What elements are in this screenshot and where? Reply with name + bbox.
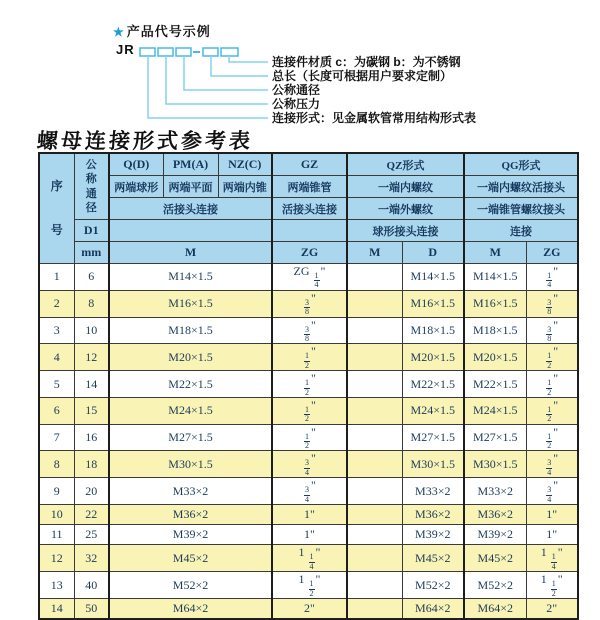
cell-seq: 1	[39, 264, 74, 291]
cell-seq: 4	[39, 344, 74, 371]
code-label-conn-form: 连接形式：见金属软管常用结构形式表	[272, 111, 477, 125]
fraction: $\frac{1}{2}$	[305, 431, 310, 451]
fraction: $\frac{1}{2}$	[305, 351, 310, 370]
cell-seq: 7	[39, 424, 74, 451]
header-blank-gz	[272, 220, 347, 242]
cell-qz-m	[347, 397, 402, 424]
cell-dn-mm: 25	[74, 525, 109, 545]
fraction: $\frac{1}{2}$	[551, 579, 556, 598]
table-row	[39, 525, 578, 545]
cell-qz-d: M27×1.5	[402, 424, 464, 451]
cell-seq: 10	[39, 505, 74, 525]
fraction: $\frac{1}{2}$	[309, 579, 314, 598]
code-label-material: 连接件材质 c：为碳钢 b：为不锈钢	[272, 55, 461, 69]
cell-qz-m	[347, 371, 402, 398]
cell-qz-m	[347, 572, 402, 599]
cell-qg-zg: $\frac{3}{8}$ "	[526, 290, 578, 317]
cell-gz-zg: 1"	[272, 525, 347, 545]
code-label-pressure: 公称压力	[272, 97, 321, 111]
cell-gz-zg: 1 $\frac{1}{2}$ "	[272, 572, 347, 599]
cell-m-thread: M16×1.5	[109, 290, 272, 317]
table-row	[39, 451, 578, 478]
cell-qz-m	[347, 598, 402, 619]
cell-m-thread: M20×1.5	[109, 344, 272, 371]
header-col-qz-m: M	[347, 242, 402, 264]
cell-qg-zg: 1 $\frac{1}{2}$ "	[526, 572, 578, 599]
fraction: $\frac{3}{4}$	[305, 458, 310, 477]
star-icon: ★	[113, 25, 125, 39]
table-row	[39, 505, 578, 525]
cell-dn-mm: 10	[74, 317, 109, 344]
cell-m-thread: M14×1.5	[109, 264, 272, 291]
cell-qg-m: M52×2	[464, 572, 526, 599]
cell-qz-m	[347, 478, 402, 505]
cell-gz-zg: $\frac{3}{8}$ "	[272, 290, 347, 317]
table-row	[39, 545, 578, 572]
code-box	[140, 48, 155, 56]
table-row	[39, 317, 578, 344]
header-qz-connection: 球形接头连接	[347, 220, 464, 242]
cell-qg-m: M24×1.5	[464, 397, 526, 424]
header-unit-mm: mm	[74, 242, 109, 264]
fraction: $\frac{3}{4}$	[305, 485, 310, 504]
cell-qz-m	[347, 451, 402, 478]
cell-qg-m: M16×1.5	[464, 290, 526, 317]
cell-gz-zg: $\frac{1}{2}$ "	[272, 397, 347, 424]
header-col-qz-d: D	[402, 242, 464, 264]
fraction: $\frac{1}{2}$	[547, 431, 552, 451]
nut-connection-table	[38, 152, 579, 620]
cell-qg-m: M33×2	[464, 478, 526, 505]
cell-m-thread: M18×1.5	[109, 317, 272, 344]
cell-qz-m	[347, 264, 402, 291]
cell-qg-m: M22×1.5	[464, 371, 526, 398]
cell-m-thread: M36×2	[109, 505, 272, 525]
diagram-title-text: 产品代号示例	[126, 24, 211, 39]
cell-dn-mm: 6	[74, 264, 109, 291]
header-qg-desc2: 一端锥管螺纹接头	[464, 198, 578, 220]
cell-seq: 8	[39, 451, 74, 478]
cell-qg-m: M39×2	[464, 525, 526, 545]
cell-seq: 11	[39, 525, 74, 545]
reference-table	[38, 152, 579, 620]
fraction: $\frac{1}{4}$	[314, 271, 319, 290]
fraction: $\frac{3}{8}$	[305, 297, 310, 317]
cell-qz-m	[347, 344, 402, 371]
cell-gz-zg: $\frac{3}{4}$ "	[272, 451, 347, 478]
cell-qz-d: M64×2	[402, 598, 464, 619]
code-box	[158, 48, 173, 56]
cell-seq: 6	[39, 397, 74, 424]
cell-dn-mm: 50	[74, 598, 109, 619]
header-desc-pm: 两端平面	[163, 176, 218, 198]
cell-qz-m	[347, 505, 402, 525]
cell-qg-zg: 2"	[526, 598, 578, 619]
cell-qg-m: M20×1.5	[464, 344, 526, 371]
code-box	[176, 48, 191, 56]
cell-gz-zg: 1"	[272, 505, 347, 525]
table-row	[39, 290, 578, 317]
cell-qz-d: M52×2	[402, 572, 464, 599]
header-col-m: M	[109, 242, 272, 264]
code-box	[203, 48, 218, 56]
cell-qg-m: M27×1.5	[464, 424, 526, 451]
cell-gz-zg: $\frac{1}{2}$ "	[272, 424, 347, 451]
cell-m-thread: M22×1.5	[109, 371, 272, 398]
header-col-qg-zg: ZG	[526, 242, 578, 264]
header-row-2	[39, 176, 578, 198]
cell-qg-m: M30×1.5	[464, 451, 526, 478]
cell-dn-mm: 12	[74, 344, 109, 371]
cell-seq: 5	[39, 371, 74, 398]
cell-qg-zg: $\frac{3}{8}$ "	[526, 317, 578, 344]
cell-qz-d: M22×1.5	[402, 371, 464, 398]
cell-qz-m	[347, 424, 402, 451]
fraction: $\frac{1}{2}$	[547, 351, 552, 370]
fraction: $\frac{3}{4}$	[547, 458, 552, 477]
cell-m-thread: M52×2	[109, 572, 272, 599]
cell-qz-d: M14×1.5	[402, 264, 464, 291]
cell-qg-m: M14×1.5	[464, 264, 526, 291]
cell-qz-m	[347, 545, 402, 572]
cell-dn-mm: 18	[74, 451, 109, 478]
table-row	[39, 371, 578, 398]
cell-dn-mm: 20	[74, 478, 109, 505]
cell-qg-zg: 1 $\frac{1}{4}$ "	[526, 545, 578, 572]
cell-dn-mm: 32	[74, 545, 109, 572]
table-title: 螺母连接形式参考表	[36, 129, 254, 153]
table-row	[39, 264, 578, 291]
fraction: $\frac{3}{4}$	[547, 485, 552, 504]
cell-qg-m: M64×2	[464, 598, 526, 619]
code-label-diameter: 公称通径	[272, 83, 321, 97]
connector-line	[166, 56, 268, 104]
cell-m-thread: M33×2	[109, 478, 272, 505]
cell-qg-zg: $\frac{1}{2}$ "	[526, 424, 578, 451]
code-label-length: 总长（长度可根据用户要求定制）	[272, 69, 453, 83]
header-d1: D1	[74, 220, 109, 242]
table-row	[39, 572, 578, 599]
code-prefix: JR	[116, 42, 135, 57]
header-row-1	[39, 153, 578, 176]
cell-qg-zg: 1"	[526, 505, 578, 525]
cell-dn-mm: 40	[74, 572, 109, 599]
cell-qg-m: M45×2	[464, 545, 526, 572]
cell-m-thread: M27×1.5	[109, 424, 272, 451]
cell-seq: 3	[39, 317, 74, 344]
cell-qz-m	[347, 317, 402, 344]
fraction: $\frac{3}{8}$	[547, 297, 552, 317]
fraction: $\frac{3}{8}$	[547, 324, 552, 343]
fraction: $\frac{1}{2}$	[305, 378, 310, 397]
cell-qz-m	[347, 525, 402, 545]
connector-line	[211, 56, 268, 76]
cell-qz-d: M16×1.5	[402, 290, 464, 317]
fraction: $\frac{1}{2}$	[547, 404, 552, 424]
cell-seq: 2	[39, 290, 74, 317]
cell-qg-m: M36×2	[464, 505, 526, 525]
cell-dn-mm: 14	[74, 371, 109, 398]
header-col-qg-m: M	[464, 242, 526, 264]
cell-m-thread: M45×2	[109, 545, 272, 572]
fraction: $\frac{3}{8}$	[305, 324, 310, 343]
code-box	[221, 48, 238, 56]
header-row-5	[39, 242, 578, 264]
cell-qz-d: M36×2	[402, 505, 464, 525]
header-code-gz: GZ	[272, 153, 347, 176]
header-desc-qg: 一端内螺纹活接头	[464, 176, 578, 198]
cell-qg-zg: $\frac{1}{2}$ "	[526, 397, 578, 424]
cell-gz-zg: 2"	[272, 598, 347, 619]
header-code-qg: QG形式	[464, 153, 578, 176]
cell-qz-d: M33×2	[402, 478, 464, 505]
cell-qz-d: M45×2	[402, 545, 464, 572]
header-dn: 公称通径	[74, 153, 109, 220]
cell-dn-mm: 16	[74, 424, 109, 451]
cell-dn-mm: 22	[74, 505, 109, 525]
cell-seq: 9	[39, 478, 74, 505]
connector-line	[184, 56, 268, 90]
cell-qz-d: M30×1.5	[402, 451, 464, 478]
header-desc-gz: 两端锥管	[272, 176, 347, 198]
table-row	[39, 397, 578, 424]
header-blank-left	[109, 220, 272, 242]
cell-qz-d: M39×2	[402, 525, 464, 545]
cell-qg-zg: $\frac{1}{2}$ "	[526, 344, 578, 371]
cell-seq: 12	[39, 545, 74, 572]
cell-qz-d: M18×1.5	[402, 317, 464, 344]
header-code-pm: PM(A)	[163, 153, 218, 176]
cell-gz-zg: $\frac{1}{2}$ "	[272, 344, 347, 371]
cell-m-thread: M24×1.5	[109, 397, 272, 424]
cell-qz-d: M24×1.5	[402, 397, 464, 424]
cell-seq: 13	[39, 572, 74, 599]
cell-gz-zg: $\frac{3}{4}$ "	[272, 478, 347, 505]
header-desc-qz: 一端内螺纹	[347, 176, 464, 198]
header-code-nz: NZ(C)	[218, 153, 272, 176]
cell-qg-zg: $\frac{3}{4}$ "	[526, 451, 578, 478]
cell-dn-mm: 8	[74, 290, 109, 317]
cell-qg-zg: 1"	[526, 525, 578, 545]
cell-m-thread: M64×2	[109, 598, 272, 619]
cell-dn-mm: 15	[74, 397, 109, 424]
header-desc-q: 两端球形	[109, 176, 163, 198]
cell-gz-zg: ZG $\frac{1}{4}$ "	[272, 264, 347, 291]
header-qg-connection: 连接	[464, 220, 578, 242]
table-row	[39, 424, 578, 451]
fraction: $\frac{1}{2}$	[305, 404, 310, 424]
header-union-connection: 活接头连接	[109, 198, 272, 220]
cell-gz-zg: $\frac{3}{8}$ "	[272, 317, 347, 344]
header-qz-desc2: 一端外螺纹	[347, 198, 464, 220]
table-body	[39, 264, 578, 620]
connector-line	[229, 56, 268, 62]
header-gz-connection: 活接头连接	[272, 198, 347, 220]
table-row	[39, 344, 578, 371]
table-row	[39, 598, 578, 619]
cell-seq: 14	[39, 598, 74, 619]
fraction: $\frac{1}{4}$	[309, 552, 314, 571]
table-header	[39, 153, 578, 264]
cell-qz-d: M20×1.5	[402, 344, 464, 371]
fraction: $\frac{1}{2}$	[547, 378, 552, 397]
header-row-4	[39, 220, 578, 242]
cell-gz-zg: 1 $\frac{1}{4}$ "	[272, 545, 347, 572]
fraction: $\frac{1}{4}$	[551, 552, 556, 571]
cell-qg-zg: $\frac{1}{2}$ "	[526, 371, 578, 398]
cell-m-thread: M30×1.5	[109, 451, 272, 478]
cell-qg-m: M18×1.5	[464, 317, 526, 344]
cell-qg-zg: $\frac{1}{4}$ "	[526, 264, 578, 291]
header-col-zg: ZG	[272, 242, 347, 264]
fraction: $\frac{1}{4}$	[547, 271, 552, 290]
header-seq: 序号	[39, 153, 74, 264]
header-code-q: Q(D)	[109, 153, 163, 176]
header-code-qz: QZ形式	[347, 153, 464, 176]
header-row-3	[39, 198, 578, 220]
table-row	[39, 478, 578, 505]
cell-m-thread: M39×2	[109, 525, 272, 545]
cell-gz-zg: $\frac{1}{2}$ "	[272, 371, 347, 398]
header-desc-nz: 两端内锥	[218, 176, 272, 198]
cell-qz-m	[347, 290, 402, 317]
cell-qg-zg: $\frac{3}{4}$ "	[526, 478, 578, 505]
